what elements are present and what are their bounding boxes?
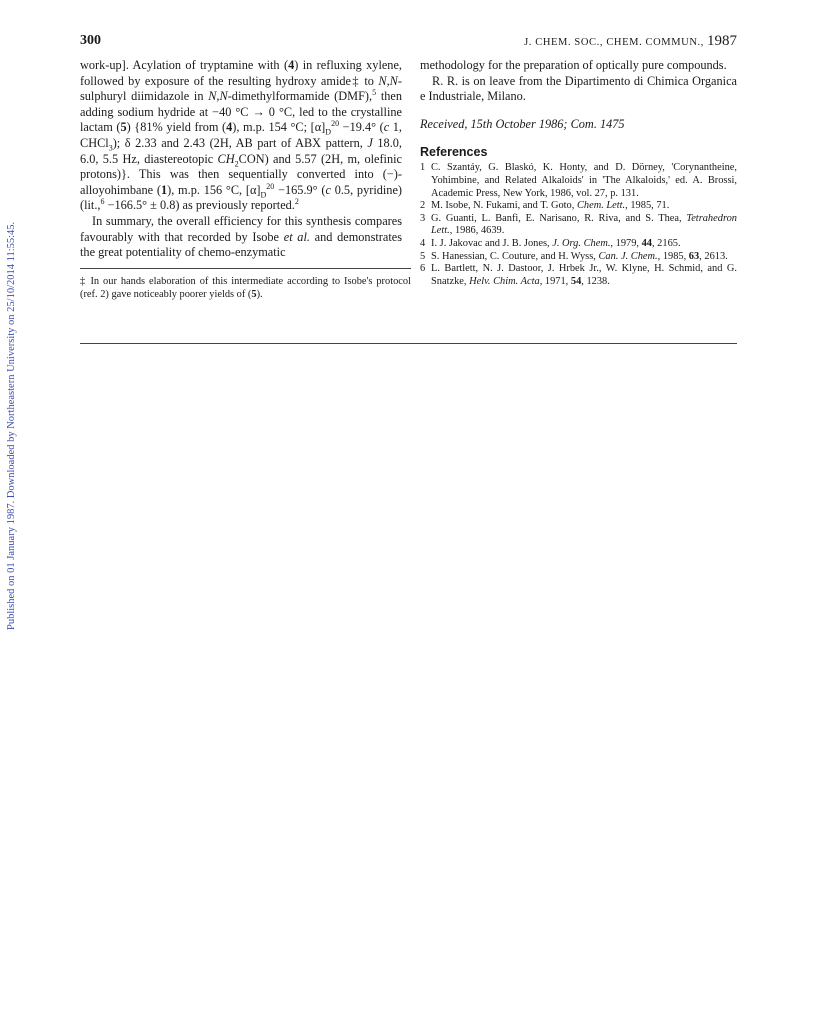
right-column [420, 58, 737, 288]
body-paragraph: methodology for the preparation of optically pure compounds. [420, 58, 727, 72]
body-paragraph [80, 214, 402, 261]
text-run: and demonstrates the great potentiality of chemo-enzymatic [80, 229, 402, 260]
acknowledgement: R. R. is on leave from the Dipartimento di Chimica Organica e Industriale, Milano. [420, 73, 737, 104]
text-run: , 1986, 4639. [449, 225, 505, 237]
journal-title: Can. J. Chem. [598, 250, 658, 262]
text-run: , 1971, [539, 275, 571, 287]
reference-number: 2 [420, 200, 426, 212]
text-run: , 1985, 71. [625, 200, 670, 212]
text-run: M. Isobe, N. Fukami, and T. Goto, [431, 200, 577, 212]
citation-superscript: 2 [294, 197, 299, 207]
italic-text: c [383, 120, 390, 135]
reference-number: 3 [420, 212, 426, 224]
text-run: C. Szantáy, G. Blaskó, K. Honty, and D. Dörney, 'Corynantheine, Yohimbine, and Related Alkaloids' in 'The Alkaloids,' ed. A. Brossi, Academic Press, New York, 1986, vol. 27, p. 131. [431, 162, 737, 199]
reference-number: 6 [420, 263, 426, 275]
journal-title: J. Org. Chem. [552, 237, 611, 249]
text-run: L. Bartlett, N. J. Dastoor, J. Hrbek Jr., W. Klyne, H. Schmid, and G. Snatzke, [431, 263, 737, 287]
italic-text: et al. [283, 229, 310, 244]
reference-item [420, 213, 737, 238]
subscript: D [325, 127, 332, 137]
citation-superscript: 6 [100, 197, 105, 207]
compound-number: 1 [160, 182, 168, 197]
text-run: S. Hanessian, C. Couture, and H. Wyss, [431, 250, 599, 262]
text-run: −19.4° ( [339, 120, 384, 135]
compound-number: 5 [120, 120, 127, 135]
page-header [80, 33, 737, 51]
compound-number: 5 [251, 288, 257, 300]
reference-item [420, 162, 737, 200]
reference-item [420, 263, 737, 288]
volume-number: 54 [570, 275, 582, 287]
reference-number: 1 [420, 162, 426, 174]
reference-item [420, 251, 737, 264]
italic-text: N,N [208, 89, 228, 104]
footnote-divider [80, 268, 411, 269]
reference-item [420, 238, 737, 251]
italic-text: c [325, 182, 331, 197]
text-run: 1, CHCl [80, 120, 402, 150]
text-run: −166.5° ± 0.8) as previously reported. [104, 198, 295, 213]
text-run: -sulphuryl diimidazole in [80, 73, 402, 104]
text-run: ‡ In our hands elaboration of this intermediate according to Isobe's protocol (ref. 2) gave noticeably poorer yields of ( [80, 276, 411, 300]
journal-reference [524, 33, 737, 50]
text-run: , 1238. [581, 275, 610, 287]
text-run: ), m.p. 156 °C, [α] [167, 182, 261, 197]
page-bottom-rule [80, 343, 737, 344]
text-run: then adding sodium hydride at −40 °C → 0 °C, led to the crystalline lactam ( [80, 89, 402, 135]
reference-item [420, 200, 737, 213]
journal-year: 1987 [707, 33, 737, 49]
text-run: 0.5, pyridine) (lit., [80, 182, 403, 213]
text-run: , 1979, [610, 237, 642, 249]
text-run: ) in refluxing xylene, followed by exposure of the resulting hydroxy amide‡ to [80, 58, 402, 88]
left-column [80, 58, 402, 261]
text-run: G. Guanti, L. Banfi, E. Narisano, R. Riva, and S. Thea, [431, 212, 687, 224]
italic-text: CH [217, 151, 235, 166]
subscript: D [260, 190, 267, 200]
page-number: 300 [80, 33, 101, 48]
text-run: 18.0, 6.0, 5.5 Hz, diastereotopic [80, 135, 402, 166]
journal-title: Tetrahedron Lett. [431, 212, 737, 237]
text-run: -dimethylformamide (DMF), [227, 89, 373, 104]
text-run: work-up]. Acylation of tryptamine with ( [80, 58, 289, 72]
references-heading: References [420, 145, 488, 160]
superscript: 20 [331, 119, 340, 129]
journal-name: J. CHEM. SOC., CHEM. COMMUN., [524, 37, 704, 48]
journal-title: Helv. Chim. Acta [469, 275, 540, 287]
received-date: Received, 15th October 1986; Com. 1475 [420, 116, 625, 131]
text-run: In summary, the overall efficiency for this synthesis compares favourably with that recorded by Isobe [80, 213, 402, 244]
body-paragraph [80, 58, 402, 214]
reference-number: 4 [420, 237, 426, 249]
download-notice-text: Published on 01 January 1987. Downloaded by Northeastern University on 25/10/2014 11:55:45. [6, 221, 17, 630]
subscript: 2 [234, 159, 239, 169]
download-notice [6, 200, 20, 630]
text-run: , 2165. [651, 237, 681, 249]
text-run: I. J. Jakovac and J. B. Jones, [431, 237, 553, 249]
journal-title: Chem. Lett. [576, 200, 626, 212]
text-run: CON) and 5.57 (2H, m, olefinic protons)}. This was then sequentially converted into (−)-alloyohimbane ( [80, 151, 402, 197]
compound-number: 4 [288, 58, 295, 72]
reference-number: 5 [420, 250, 426, 262]
text-run: ). [256, 288, 263, 300]
italic-text: N,N [378, 73, 398, 88]
text-run: −165.9° ( [274, 182, 326, 197]
volume-number: 44 [641, 237, 652, 249]
footnote [80, 276, 411, 301]
volume-number: 63 [688, 250, 700, 262]
superscript: 20 [266, 181, 275, 191]
reference-list [420, 162, 737, 288]
citation-superscript: 5 [372, 88, 377, 98]
text-run: , 2613. [699, 250, 728, 262]
text-run: ), m.p. 154 °C; [α] [232, 120, 326, 135]
text-run: ) {81% yield from ( [126, 120, 227, 135]
compound-number: 4 [226, 120, 233, 135]
text-run: , 1985, [657, 250, 689, 262]
text-run: ); δ 2.33 and 2.43 (2H, AB part of ABX pattern, [112, 135, 368, 150]
subscript: 3 [108, 143, 113, 153]
italic-text: J [367, 135, 373, 150]
